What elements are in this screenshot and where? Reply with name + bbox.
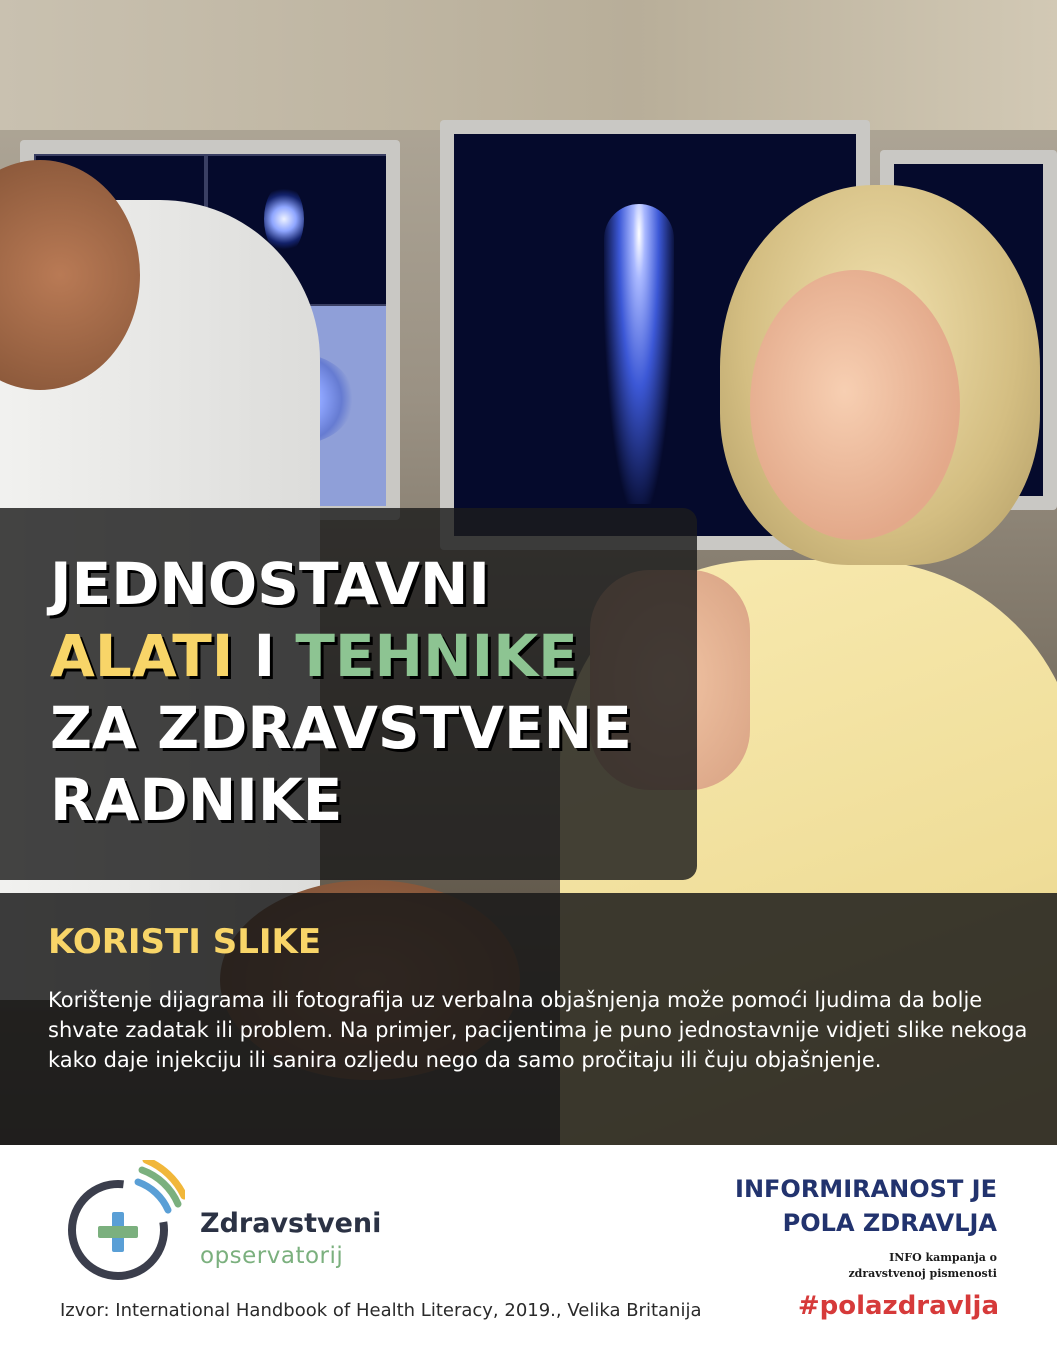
headline-line-4: RADNIKE xyxy=(50,766,343,834)
info-text: Korištenje dijagrama ili fotografija uz verbalna objašnjenja može pomoći ljudima da bolje shvate zadatak ili problem. Na primjer, pacijentima je puno jednostavnije vidjeti slike nekoga kako daje injekciju ili sanira ozljedu nego da samo pročitaju ili čuju objašnjenje. xyxy=(48,988,1028,1072)
headline xyxy=(50,548,632,836)
body-scan-image xyxy=(604,204,674,504)
org-name: Zdravstveni xyxy=(200,1208,382,1239)
patient-face xyxy=(750,270,960,540)
headline-word-i: I xyxy=(253,622,276,690)
campaign-title-line-1: INFORMIRANOST JE xyxy=(735,1175,997,1203)
headline-line-2 xyxy=(50,620,632,692)
campaign-subtitle-line-1: INFO kampanja o xyxy=(889,1251,997,1264)
headline-word-tehnike: TEHNIKE xyxy=(295,622,578,690)
headline-word-alati: ALATI xyxy=(50,622,234,690)
hashtag: #polazdravlja xyxy=(797,1291,999,1321)
headline-line-3: ZA ZDRAVSTVENE xyxy=(50,694,632,762)
info-title: KORISTI SLIKE xyxy=(48,922,322,962)
campaign-subtitle xyxy=(797,1250,997,1282)
campaign-subtitle-line-2: zdravstvenoj pismenosti xyxy=(848,1267,997,1280)
org-subtitle: opservatorij xyxy=(200,1243,344,1269)
source-citation: Izvor: International Handbook of Health Literacy, 2019., Velika Britanija xyxy=(60,1300,702,1321)
photo-wall xyxy=(0,0,1057,130)
campaign-title xyxy=(735,1172,997,1240)
plus-arcs-logo-icon xyxy=(60,1160,185,1285)
headline-line-1: JEDNOSTAVNI xyxy=(50,550,490,618)
campaign-title-line-2: POLA ZDRAVLJA xyxy=(782,1209,997,1237)
